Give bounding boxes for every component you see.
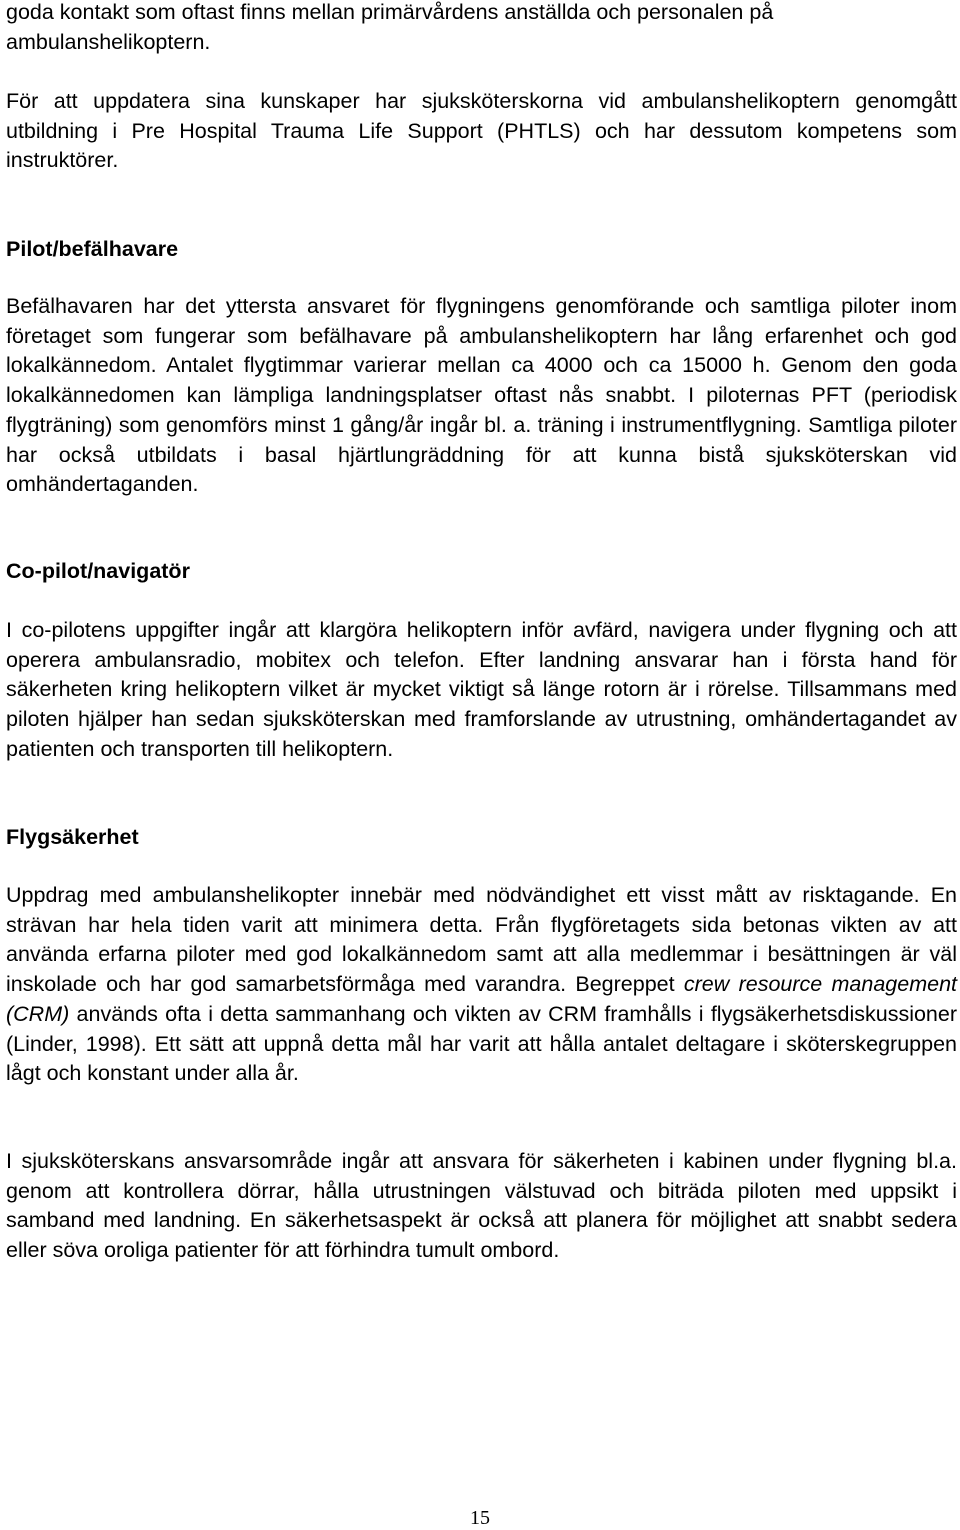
flight-safety-paragraph-2: I sjuksköterskans ansvarsområde ingår att ansvara för säkerheten i kabinen under flygning bl.a. genom att kontrollera dörrar, hålla utrustningen välstuvad och biträda piloten med uppsikt i samband med landning. En säkerhetsaspekt är också att planera för möjlighet att snabbt sedera eller söva oroliga patienter för att förhindra tumult ombord.: [6, 1149, 957, 1263]
phtls-paragraph: För att uppdatera sina kunskaper har sjuksköterskorna vid ambulanshelikoptern genomgått utbildning i Pre Hospital Trauma Life Support (PHTLS) och har dessutom kompetens som instruktörer.: [6, 89, 957, 173]
copilot-heading: Co-pilot/navigatör: [6, 559, 190, 583]
pilot-paragraph: Befälhavaren har det yttersta ansvaret för flygningens genomförande och samtliga piloter inom företaget som fungerar som befälhavare på ambulanshelikoptern har lång erfarenhet och god lokalkännedom. Antalet flygtimmar varierar mellan ca 4000 och ca 15000 h. Genom den goda lokalkännedomen kan lämpliga landningsplatser oftast nås snabbt. I piloternas PFT (periodisk flygträning) som genomförs minst 1 gång/år ingår bl. a. träning i instrumentflygning. Samtliga piloter har också utbildats i basal hjärtlungräddning för att kunna bistå sjuksköterskan vid omhändertaganden.: [6, 294, 957, 497]
copilot-paragraph: I co-pilotens uppgifter ingår att klargöra helikoptern inför avfärd, navigera under flygning och att operera ambulansradio, mobitex och telefon. Efter landning ansvarar han i första hand för säkerheten kring helikoptern vilket är mycket viktigt så länge rotorn är i rörelse. Tillsammans med piloten hjälper han sedan sjuksköterskan med framforslande av utrustning, omhändertagandet av patienten och transporten till helikoptern.: [6, 618, 957, 761]
intro-line-1: goda kontakt som oftast finns mellan primärvårdens anställda och personalen på: [6, 0, 774, 24]
pilot-heading: Pilot/befälhavare: [6, 237, 179, 261]
flight-safety-heading: Flygsäkerhet: [6, 825, 139, 849]
intro-continuation: [6, 0, 957, 57]
flight-safety-paragraph-1: [6, 881, 957, 1089]
intro-line-2: ambulanshelikoptern.: [6, 29, 211, 54]
page-number: 15: [470, 1507, 490, 1529]
safety-text-before-term: Uppdrag med ambulanshelikopter innebär med nödvändighet ett visst mått av risktagande. En strävan har hela tiden varit att minimera detta. Från flygföretagets sida betonas vikten av att använda erfarna piloter med god lokalkännedom samt att alla medlemmar i besättningen är väl inskolade och har god samarbetsförmåga med varandra. Begreppet: [6, 883, 957, 997]
safety-text-after-term: används ofta i detta sammanhang och vikten av CRM framhålls i flygsäkerhetsdiskussioner (Linder, 1998). Ett sätt att uppnå detta mål har varit att hålla antalet deltagare i sköterskegruppen lågt och konstant under alla år.: [6, 1001, 957, 1086]
crm-term: crew resource management (CRM): [6, 972, 958, 1026]
